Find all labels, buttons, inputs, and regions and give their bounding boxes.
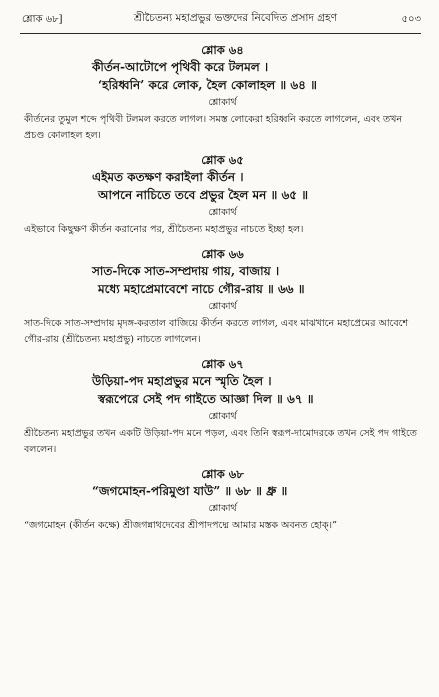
verse-line-2: মধ্যে মহাপ্রেমাবেশে নাচে গৌর-রায় ॥ ৬৬ ॥ — [98, 282, 305, 296]
translation-label: শ্লোকার্থ — [208, 207, 237, 218]
translation-label: শ্লোকার্থ — [208, 301, 237, 312]
verse-67 — [24, 356, 421, 458]
verse-line-2: স্বরূপেরে সেই পদ গাইতে আজ্ঞা দিল ॥ ৬৭ ॥ — [98, 392, 314, 406]
verse-line-2: ‘হরিধ্বনি’ করে লোক, হৈল কোলাহল ॥ ৬৪ ॥ — [98, 78, 317, 92]
verse-64 — [24, 42, 421, 144]
verse-line-1: এইমত কতক্ষণ করাইলা কীর্তন । — [92, 170, 244, 184]
translation-label: শ্লোকার্থ — [208, 97, 237, 108]
page-content — [24, 42, 421, 534]
verse-title: শ্লোক ৬৭ — [201, 357, 244, 371]
translation-label: শ্লোকার্থ — [208, 503, 237, 514]
verse-line-1: সাত-দিকে সাত-সম্প্রদায় গায়, বাজায় । — [92, 264, 280, 278]
verse-line-1: “জগমোহন-পরিমুণ্ডা যাউ” ॥ ৬৮ ॥ ধ্রু ॥ — [92, 484, 288, 498]
verse-line-1: উড়িয়া-পদ মহাপ্রভুর মনে স্মৃতি হৈল । — [92, 374, 272, 388]
translation-text: এইভাবে কিছুক্ষণ কীর্তন করানোর পর, শ্রীচৈতন্য মহাপ্রভুর নাচতে ইচ্ছা হল। — [24, 224, 304, 235]
verse-title: শ্লোক ৬৮ — [201, 467, 244, 481]
page-header — [22, 6, 421, 32]
verse-65 — [24, 152, 421, 238]
header-verse-ref: শ্লোক ৬৮] — [22, 14, 63, 25]
header-chapter-title: শ্রীচৈতন্য মহাপ্রভুর ভক্তদের নিবেদিত প্রসাদ গ্রহণ — [133, 12, 338, 24]
translation-text: কীর্তনের তুমুল শব্দে পৃথিবী টলমল করতে লাগল। সমস্ত লোকেরা হরিধ্বনি করতে লাগলেন, এবং তখন প্রচণ্ড কোলাহল হল। — [24, 114, 403, 141]
page-number: ৫০৩ — [401, 14, 421, 25]
verse-title: শ্লোক ৬৫ — [201, 153, 244, 167]
translation-label: শ্লোকার্থ — [208, 411, 237, 422]
verse-title: শ্লোক ৬৬ — [201, 247, 244, 261]
verse-line-2: আপনে নাচিতে তবে প্রভুর হৈল মন ॥ ৬৫ ॥ — [98, 188, 309, 202]
verse-line-1: কীর্তন-আটোপে পৃথিবী করে টলমল । — [92, 60, 269, 74]
translation-text: সাত-দিকে সাত-সম্প্রদায় মৃদঙ্গ-করতাল বাজিয়ে কীর্তন করতে লাগল, এবং মাঝখানে মহাপ্রেমের আবেশে গৌর-রায় (শ্রীচৈতন্য মহাপ্রভু) নাচতে লাগলেন। — [24, 318, 409, 345]
translation-text: “জগমোহন (কীর্তন কক্ষে) শ্রীজগন্নাথদেবের শ্রীপাদপদ্মে আমার মস্তক অবনত হোক্।” — [24, 520, 337, 531]
header-rule — [20, 33, 421, 34]
translation-text: শ্রীচৈতন্য মহাপ্রভুর তখন একটি উড়িয়া-পদ মনে পড়ল, এবং তিনি স্বরূপ-দামোদরকে তখন সেই পদ গাইতে বললেন। — [24, 428, 417, 455]
verse-68 — [24, 466, 421, 534]
verse-title: শ্লোক ৬৪ — [201, 43, 244, 57]
verse-66 — [24, 246, 421, 348]
